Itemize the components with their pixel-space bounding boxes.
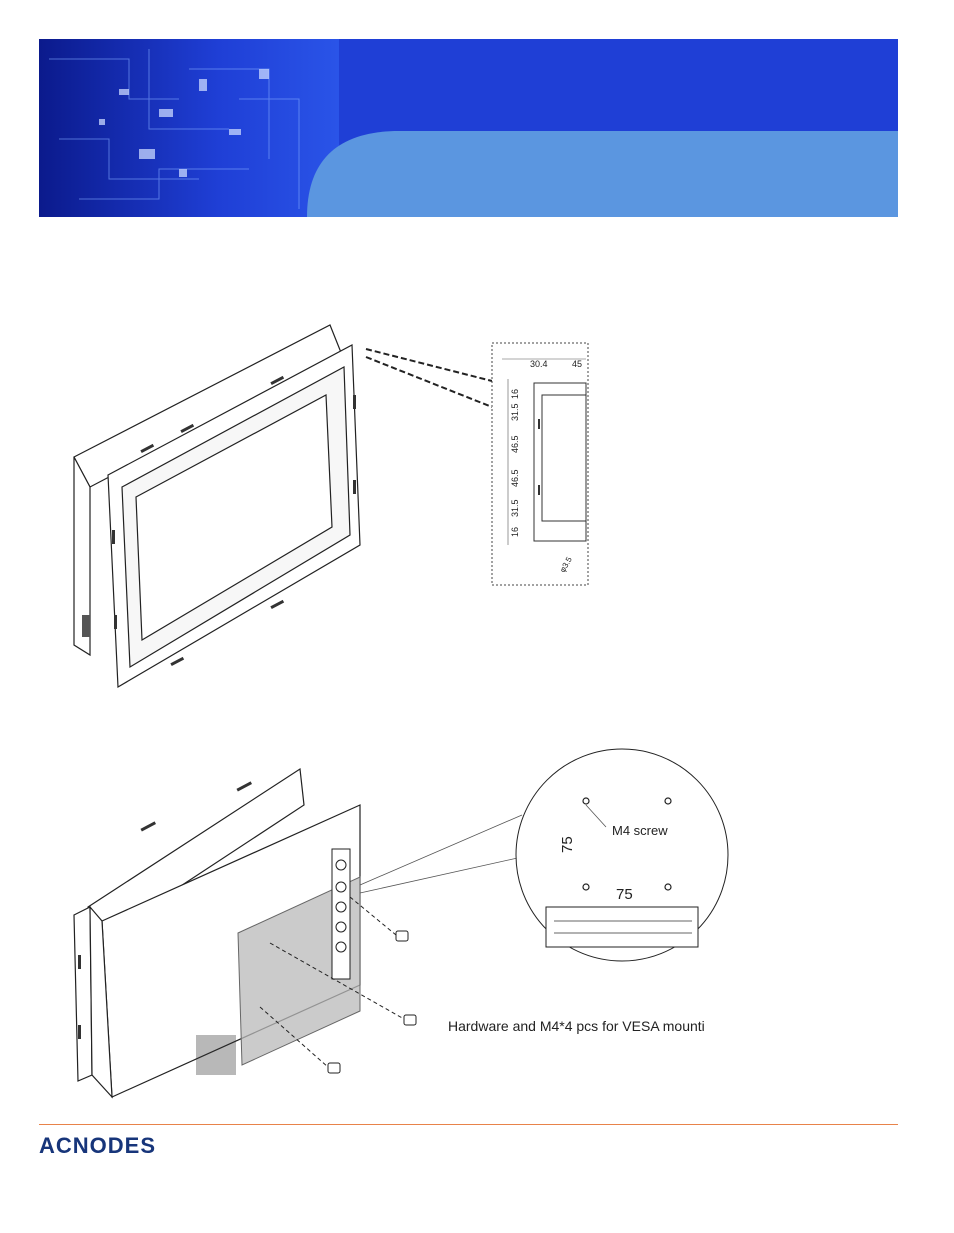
- dimension-detail-box: [492, 343, 588, 585]
- dim-top-2: 45: [572, 359, 583, 369]
- footer-divider: [39, 1124, 898, 1125]
- dim-side-1: 16: [510, 388, 520, 399]
- leader-lines: [366, 349, 492, 407]
- dim-top-1: 30.4: [530, 359, 548, 369]
- zoom-leader-lines: [360, 815, 522, 893]
- acnodes-logo: [39, 1132, 199, 1158]
- caption-crop-mask: [736, 1009, 750, 1039]
- header-banner: [39, 39, 898, 217]
- dim-side-4: 46.5: [510, 469, 520, 487]
- dim-side-3: 46.5: [510, 435, 520, 453]
- dim-side-2: 31.5: [510, 403, 520, 421]
- dim-side-5: 31.5: [510, 499, 520, 517]
- vent-grille: [82, 615, 90, 637]
- dim-side-6: 16: [510, 526, 520, 537]
- hole-diameter-label: φ3.5: [557, 555, 574, 574]
- vesa-mount-drawing: [60, 745, 750, 1115]
- vesa-horizontal-dim: 75: [616, 886, 633, 903]
- banner-light-band: [307, 131, 898, 217]
- vesa-vertical-dim: 75: [559, 836, 576, 853]
- vent-grille: [196, 1035, 236, 1075]
- connector-strip: [332, 849, 350, 979]
- zoom-detail-circle: [516, 749, 728, 961]
- panel-mount-drawing: [60, 315, 610, 695]
- circuit-board-photo: [39, 39, 339, 217]
- vesa-caption: Hardware and M4*4 pcs for VESA mounti: [448, 1018, 705, 1034]
- screw-label: M4 screw: [612, 823, 668, 838]
- brand-name: ACNODES: [39, 1133, 157, 1158]
